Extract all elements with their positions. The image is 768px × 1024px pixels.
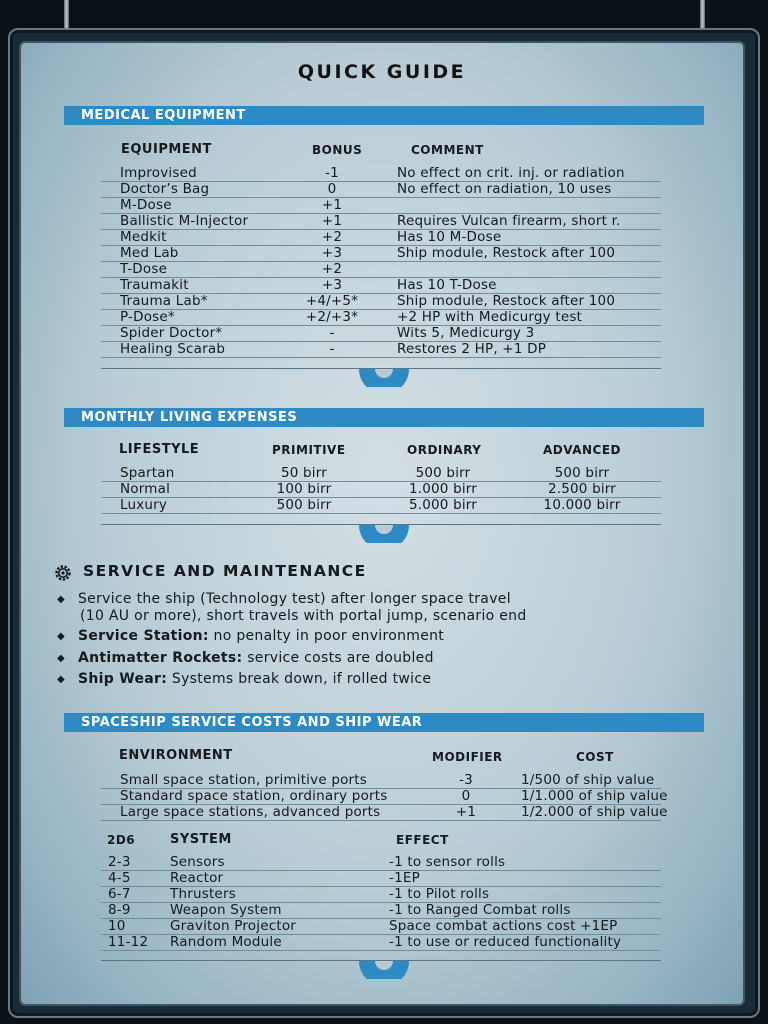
wear-row-cell-system: Random Module bbox=[170, 934, 282, 950]
service-bullet-3 bbox=[57, 650, 434, 667]
wear-row-cell-effect: Space combat actions cost +1EP bbox=[389, 918, 618, 934]
service-bullet-2-label: Service Station: bbox=[78, 628, 209, 644]
service-bullet-4-text: Systems break down, if rolled twice bbox=[167, 671, 432, 687]
living-row-cell-advanced: 500 birr bbox=[554, 465, 610, 481]
page-title: QUICK GUIDE bbox=[297, 61, 467, 83]
medical-row bbox=[101, 181, 661, 198]
env-row-cell-cost: 1/2.000 of ship value bbox=[521, 804, 668, 820]
medical-row-cell-equipment: Spider Doctor* bbox=[120, 325, 223, 341]
medical-row bbox=[101, 341, 661, 358]
medical-row-cell-bonus: +2 bbox=[321, 261, 343, 277]
wear-row-cell-roll: 11-12 bbox=[108, 934, 149, 950]
wear-header-system: SYSTEM bbox=[170, 832, 232, 847]
medical-row-cell-equipment: Improvised bbox=[120, 165, 197, 181]
medical-row-cell-equipment: Med Lab bbox=[120, 245, 179, 261]
service-heading: SERVICE AND MAINTENANCE bbox=[83, 562, 367, 580]
medical-row-cell-bonus: +3 bbox=[321, 245, 343, 261]
living-row-cell-primitive: 100 birr bbox=[276, 481, 332, 497]
diamond-bullet-icon: ◆ bbox=[57, 674, 65, 685]
wear-row bbox=[101, 934, 661, 951]
env-row-cell-cost: 1/500 of ship value bbox=[521, 772, 655, 788]
wear-row bbox=[101, 918, 661, 935]
medical-row-cell-equipment: T-Dose bbox=[120, 261, 168, 277]
medical-row bbox=[101, 261, 661, 278]
medical-row-cell-bonus: +4/+5* bbox=[305, 293, 359, 309]
medical-row-cell-bonus: - bbox=[329, 325, 335, 341]
medical-row-cell-comment: No effect on crit. inj. or radiation bbox=[397, 165, 625, 181]
medical-row-cell-bonus: +1 bbox=[321, 213, 343, 229]
medical-row bbox=[101, 165, 661, 182]
medical-row-cell-equipment: Doctor’s Bag bbox=[120, 181, 210, 197]
medical-row-cell-equipment: M-Dose bbox=[120, 197, 172, 213]
living-row-cell-primitive: 500 birr bbox=[276, 497, 332, 513]
medical-header-bonus: BONUS bbox=[312, 143, 363, 157]
service-bullet-1-line1: Service the ship (Technology test) after longer space travel bbox=[78, 591, 511, 607]
medical-row bbox=[101, 309, 661, 326]
env-row-cell-modifier: -3 bbox=[459, 772, 473, 788]
env-row-cell-environment: Standard space station, ordinary ports bbox=[120, 788, 388, 804]
env-header-environment: ENVIRONMENT bbox=[119, 748, 233, 763]
medical-row bbox=[101, 213, 661, 230]
medical-row-cell-comment: +2 HP with Medicurgy test bbox=[397, 309, 583, 325]
wear-row-cell-system: Weapon System bbox=[170, 902, 282, 918]
guide-panel bbox=[21, 43, 743, 1004]
medical-row bbox=[101, 197, 661, 214]
medical-header-comment: COMMENT bbox=[411, 143, 484, 157]
service-bullet-1 bbox=[57, 591, 511, 608]
gear-icon bbox=[54, 564, 72, 582]
diamond-bullet-icon: ◆ bbox=[57, 594, 65, 605]
env-row-cell-modifier: +1 bbox=[455, 804, 477, 820]
living-header-lifestyle: LIFESTYLE bbox=[119, 442, 200, 457]
service-bullet-2 bbox=[57, 628, 444, 645]
service-bullet-4-label: Ship Wear: bbox=[78, 671, 168, 687]
wear-header-2d6: 2D6 bbox=[107, 833, 136, 847]
wear-row-cell-effect: -1EP bbox=[389, 870, 420, 886]
wear-row-cell-system: Graviton Projector bbox=[170, 918, 297, 934]
section-bar-medical: MEDICAL EQUIPMENT bbox=[64, 106, 704, 125]
wear-row-cell-effect: -1 to sensor rolls bbox=[389, 854, 506, 870]
diamond-bullet-icon: ◆ bbox=[57, 653, 65, 664]
living-row-cell-lifestyle: Normal bbox=[120, 481, 171, 497]
living-header-primitive: PRIMITIVE bbox=[272, 443, 346, 457]
living-row-cell-ordinary: 500 birr bbox=[415, 465, 471, 481]
medical-row-cell-bonus: +1 bbox=[321, 197, 343, 213]
service-bullet-2-text: no penalty in poor environment bbox=[208, 628, 445, 644]
medical-row-cell-equipment: Trauma Lab* bbox=[120, 293, 208, 309]
hanger-rod-right bbox=[700, 0, 705, 30]
gear-divider-icon bbox=[355, 369, 413, 387]
medical-row bbox=[101, 277, 661, 294]
living-header-ordinary: ORDINARY bbox=[407, 443, 482, 457]
service-bullet-3-label: Antimatter Rockets: bbox=[78, 650, 243, 666]
medical-row-cell-comment: Restores 2 HP, +1 DP bbox=[397, 341, 547, 357]
wear-row bbox=[101, 902, 661, 919]
wear-row-cell-roll: 4-5 bbox=[108, 870, 131, 886]
env-row-cell-modifier: 0 bbox=[461, 788, 471, 804]
living-row bbox=[101, 497, 661, 514]
living-row-cell-ordinary: 1.000 birr bbox=[408, 481, 478, 497]
living-row bbox=[101, 481, 661, 498]
medical-row-cell-comment: Requires Vulcan firearm, short r. bbox=[397, 213, 621, 229]
env-row-cell-environment: Small space station, primitive ports bbox=[120, 772, 368, 788]
wear-row bbox=[101, 854, 661, 871]
living-row-cell-lifestyle: Luxury bbox=[120, 497, 168, 513]
wear-row-cell-roll: 8-9 bbox=[108, 902, 131, 918]
living-row-cell-advanced: 2.500 birr bbox=[547, 481, 617, 497]
medical-row-cell-equipment: P-Dose* bbox=[120, 309, 175, 325]
medical-row-cell-equipment: Healing Scarab bbox=[120, 341, 226, 357]
medical-row bbox=[101, 229, 661, 246]
wear-row-cell-roll: 2-3 bbox=[108, 854, 131, 870]
env-header-modifier: MODIFIER bbox=[432, 750, 503, 764]
medical-row bbox=[101, 245, 661, 262]
medical-row-cell-bonus: 0 bbox=[327, 181, 337, 197]
living-row-cell-primitive: 50 birr bbox=[280, 465, 328, 481]
wear-header-effect: EFFECT bbox=[396, 833, 449, 847]
medical-row-cell-comment: Ship module, Restock after 100 bbox=[397, 293, 616, 309]
medical-header-equipment: EQUIPMENT bbox=[121, 142, 212, 157]
medical-row-cell-bonus: -1 bbox=[325, 165, 339, 181]
medical-row-cell-comment: Wits 5, Medicurgy 3 bbox=[397, 325, 535, 341]
wear-row bbox=[101, 870, 661, 887]
env-row-cell-environment: Large space stations, advanced ports bbox=[120, 804, 381, 820]
section-bar-living: MONTHLY LIVING EXPENSES bbox=[64, 408, 704, 427]
diamond-bullet-icon: ◆ bbox=[57, 631, 65, 642]
env-row bbox=[101, 788, 668, 805]
living-row bbox=[101, 465, 661, 482]
medical-row-cell-bonus: +2/+3* bbox=[305, 309, 359, 325]
env-header-cost: COST bbox=[576, 750, 614, 764]
wear-row-cell-effect: -1 to Pilot rolls bbox=[389, 886, 490, 902]
section-bar-costs: SPACESHIP SERVICE COSTS AND SHIP WEAR bbox=[64, 713, 704, 732]
wear-row-cell-roll: 10 bbox=[108, 918, 126, 934]
service-bullet-1-line2: (10 AU or more), short travels with portal jump, scenario end bbox=[80, 608, 527, 624]
medical-row-cell-comment: Ship module, Restock after 100 bbox=[397, 245, 616, 261]
service-bullet-4 bbox=[57, 671, 431, 688]
medical-row-cell-bonus: - bbox=[329, 341, 335, 357]
gear-divider-icon bbox=[355, 961, 413, 979]
medical-row-cell-equipment: Medkit bbox=[120, 229, 167, 245]
service-bullet-3-text: service costs are doubled bbox=[242, 650, 434, 666]
medical-row-cell-bonus: +2 bbox=[321, 229, 343, 245]
env-row-cell-cost: 1/1.000 of ship value bbox=[521, 788, 668, 804]
env-row bbox=[101, 804, 668, 821]
wear-row-cell-effect: -1 to use or reduced functionality bbox=[389, 934, 622, 950]
gear-divider-icon bbox=[355, 525, 413, 543]
medical-row bbox=[101, 293, 661, 310]
medical-row-cell-comment: Has 10 T-Dose bbox=[397, 277, 497, 293]
living-row-cell-lifestyle: Spartan bbox=[120, 465, 175, 481]
living-row-cell-ordinary: 5.000 birr bbox=[408, 497, 478, 513]
wear-row-cell-effect: -1 to Ranged Combat rolls bbox=[389, 902, 571, 918]
wear-row-cell-system: Reactor bbox=[170, 870, 224, 886]
hanger-rod-left bbox=[64, 0, 69, 30]
medical-row-cell-equipment: Ballistic M-Injector bbox=[120, 213, 249, 229]
wear-row-cell-system: Sensors bbox=[170, 854, 225, 870]
medical-row-cell-bonus: +3 bbox=[321, 277, 343, 293]
wear-row bbox=[101, 886, 661, 903]
medical-row bbox=[101, 325, 661, 342]
env-row bbox=[101, 772, 661, 789]
wear-row-cell-roll: 6-7 bbox=[108, 886, 131, 902]
living-header-advanced: ADVANCED bbox=[543, 443, 622, 457]
medical-row-cell-comment: Has 10 M-Dose bbox=[397, 229, 502, 245]
living-row-cell-advanced: 10.000 birr bbox=[543, 497, 621, 513]
wear-row-cell-system: Thrusters bbox=[170, 886, 236, 902]
medical-row-cell-comment: No effect on radiation, 10 uses bbox=[397, 181, 612, 197]
medical-row-cell-equipment: Traumakit bbox=[120, 277, 189, 293]
